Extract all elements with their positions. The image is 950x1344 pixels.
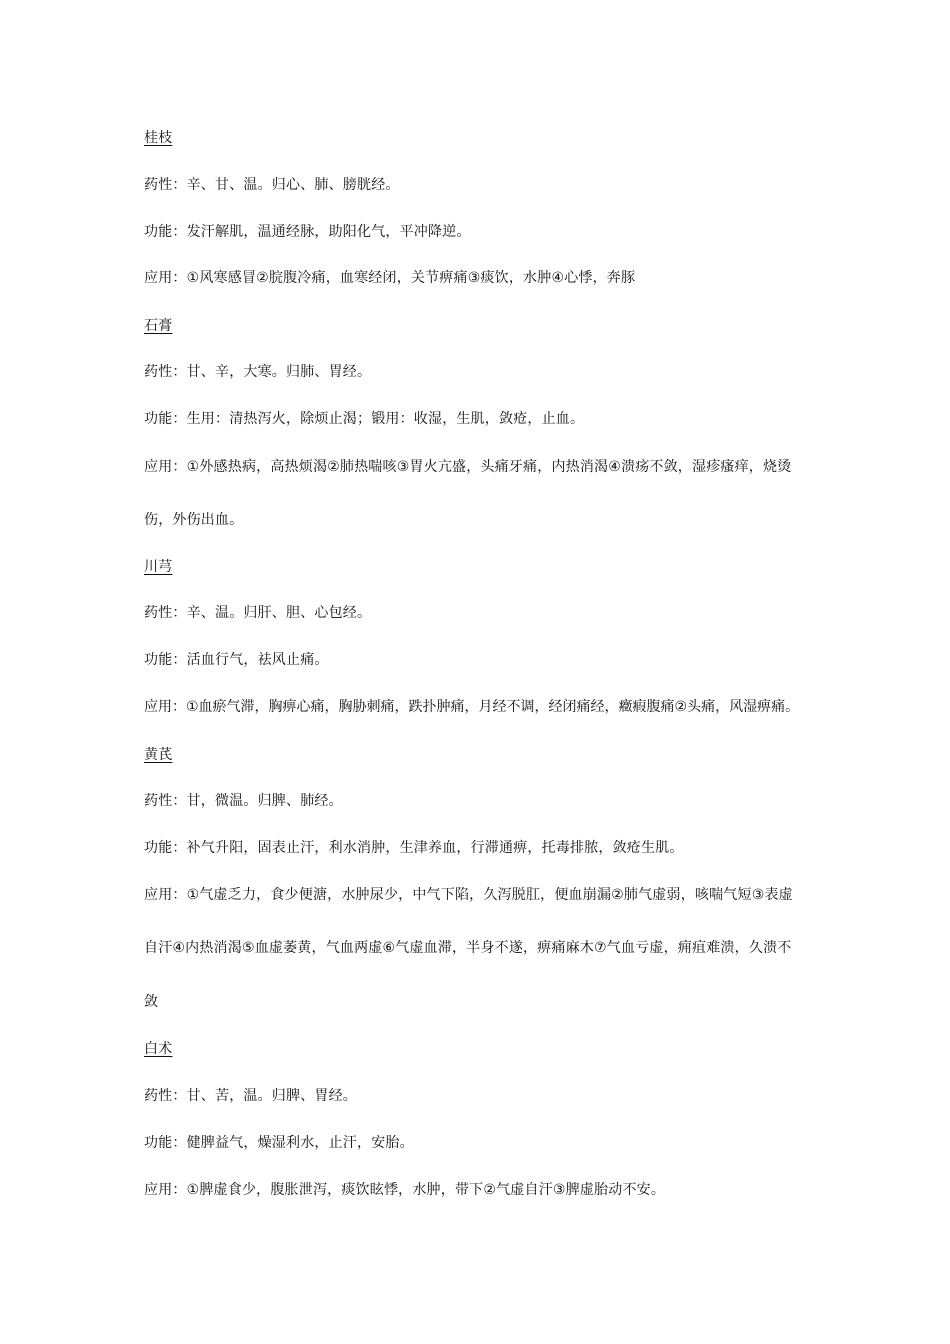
herb-function-line: 功能：生用：清热泻火，除烦止渴；锻用：收湿，生肌，敛疮，止血。 (144, 411, 585, 427)
herb-application-line: 应用：①脾虚食少，腹胀泄泻，痰饮眩悸，水肿，带下②气虚自汗③脾虚胎动不安。 (144, 1182, 666, 1198)
herb-function-line: 功能：补气升阳，固表止汗，利水消肿，生津养血，行滞通痹，托毒排脓，敛疮生肌。 (144, 840, 684, 856)
herb-application-line-cont: 伤，外伤出血。 (144, 512, 244, 528)
herb-title-chuanxiong: 川芎 (144, 559, 173, 575)
herb-application-line-cont: 敛 (144, 994, 159, 1010)
herb-property-line: 药性：辛、温。归肝、胆、心包经。 (144, 605, 372, 621)
herb-application-line: 应用：①血瘀气滞，胸痹心痛，胸胁刺痛，跌扑肿痛，月经不调，经闭痛经，癥瘕腹痛②头痛，风湿痹痛。 (144, 699, 800, 715)
herb-application-line: 应用：①风寒感冒②脘腹冷痛，血寒经闭，关节痹痛③痰饮，水肿④心悸，奔豚 (144, 270, 636, 286)
herb-application-line: 应用：①气虚乏力，食少便溏，水肿尿少，中气下陷，久泻脱肛，便血崩漏②肺气虚弱，咳喘气短③表虚 (144, 887, 793, 903)
herb-application-line-cont: 自汗④内热消渴⑤血虚萎黄，气血两虚⑥气虚血滞，半身不遂，痹痛麻木⑦气血亏虚，痈疽难溃，久溃不 (144, 940, 792, 956)
herb-function-line: 功能：发汗解肌，温通经脉，助阳化气，平冲降逆。 (144, 224, 471, 240)
herb-application-line: 应用：①外感热病，高热烦渴②肺热喘咳③胃火亢盛，头痛牙痛，内热消渴④溃疡不敛，湿疹瘙痒，烧烫 (144, 459, 792, 475)
herb-property-line: 药性：甘，微温。归脾、肺经。 (144, 793, 343, 809)
herb-function-line: 功能：活血行气，祛风止痛。 (144, 652, 329, 668)
herb-function-line: 功能：健脾益气，燥湿利水，止汗，安胎。 (144, 1135, 414, 1151)
herb-title-huangqi: 黄芪 (144, 747, 173, 763)
herb-property-line: 药性：辛、甘、温。归心、肺、膀胱经。 (144, 177, 400, 193)
herb-title-baizhu: 白术 (144, 1041, 173, 1057)
herb-property-line: 药性：甘、苦，温。归脾、胃经。 (144, 1088, 357, 1104)
herb-title-shigao: 石膏 (144, 318, 173, 334)
herb-property-line: 药性：甘、辛，大寒。归肺、胃经。 (144, 364, 372, 380)
herb-title-guizhi: 桂枝 (144, 130, 173, 146)
